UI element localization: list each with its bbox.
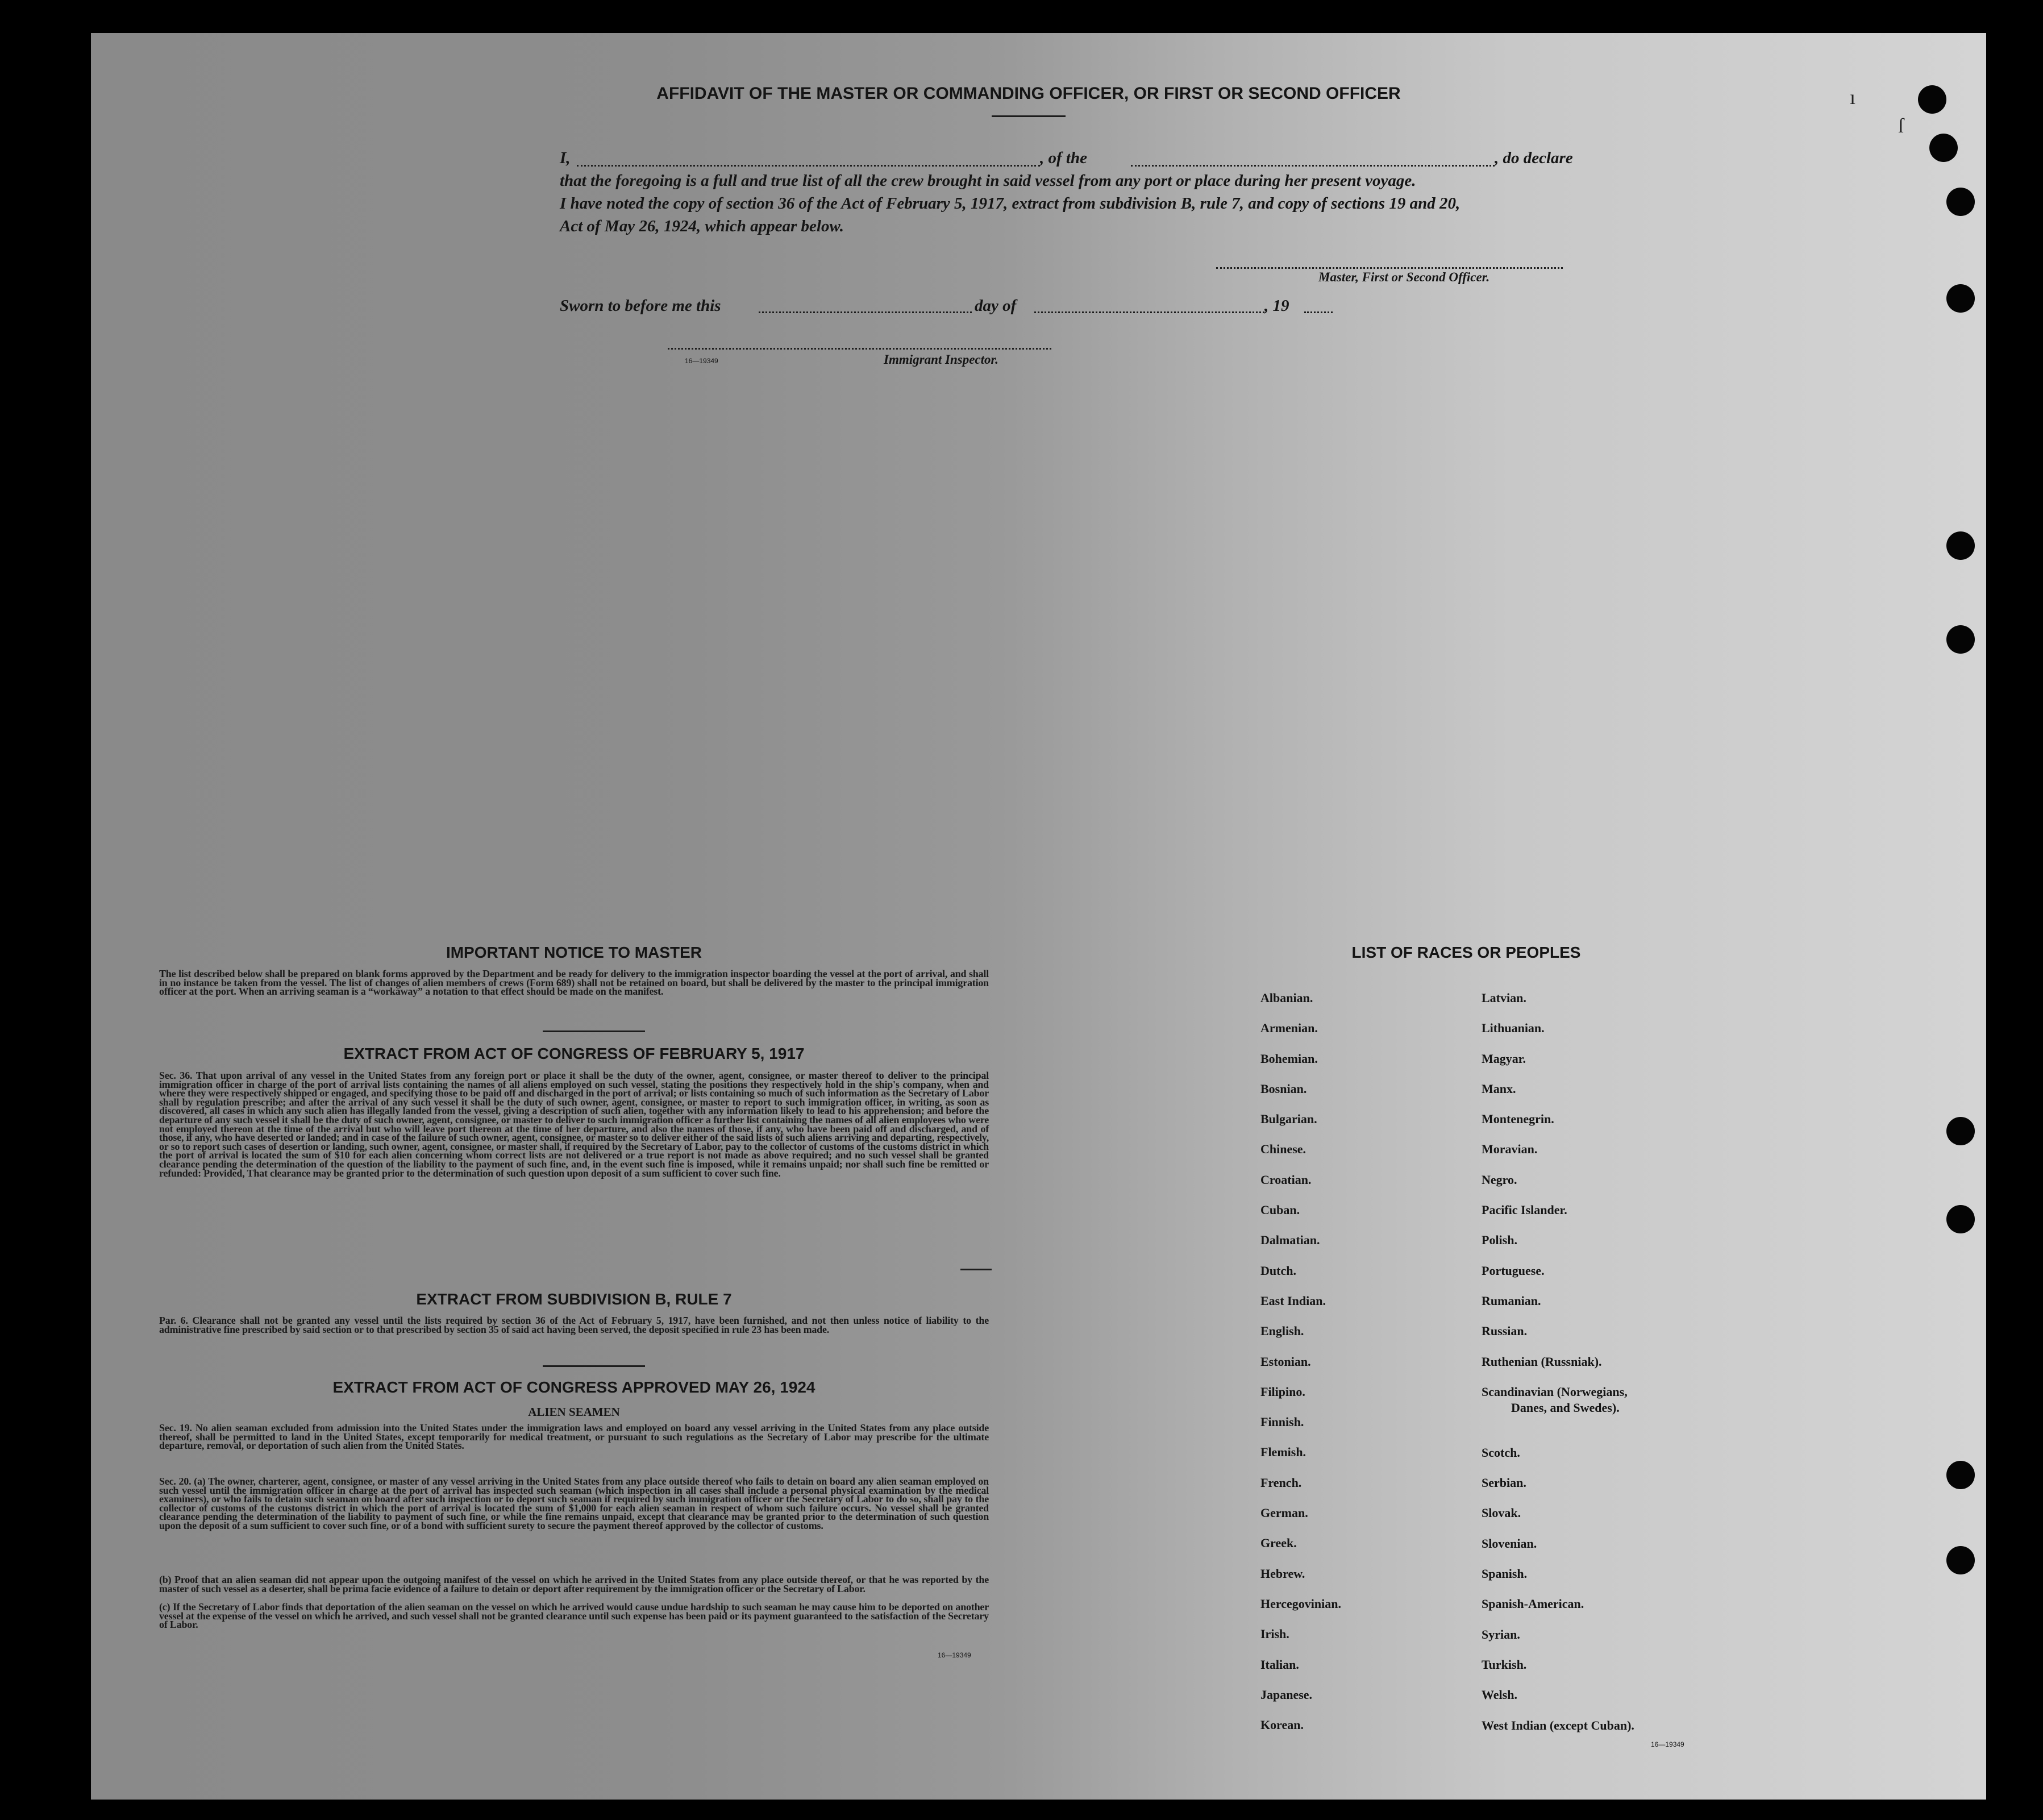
- races-left-column: [1260, 991, 1341, 1748]
- race-item: Irish.: [1260, 1627, 1289, 1642]
- scratch-mark: ſ: [1898, 114, 1904, 137]
- race-item: Montenegrin.: [1482, 1112, 1554, 1127]
- sec20b-text: (b) Proof that an alien seaman did not appear upon the outgoing manifest of the vessel on which he arrived in the United States from any place outside thereof, or that he was reported by the master of such vessel as a deserter, shall be prima facie evidence of a failure to detain or deport after requirement by the immigration officer or the Secretary of Labor.: [159, 1574, 989, 1594]
- race-item: Japanese.: [1260, 1687, 1313, 1702]
- form-number: 16—19349: [685, 357, 718, 365]
- race-item: Scandinavian (Norwegians,: [1482, 1384, 1628, 1399]
- race-item: Syrian.: [1482, 1627, 1520, 1642]
- extract-1924-title: EXTRACT FROM ACT OF CONGRESS APPROVED MAY 26, 1924: [332, 1378, 815, 1396]
- race-item: Pacific Islander.: [1482, 1203, 1567, 1218]
- declarant-label: I,: [560, 149, 571, 167]
- punch-hole: [1918, 85, 1946, 114]
- declaration-line-3: I have noted the copy of section 36 of the Act of February 5, 1917, extract from subdivision B, rule 7, and copy of sections 19 and 20,: [560, 194, 1461, 213]
- race-item: East Indian.: [1260, 1293, 1326, 1308]
- notice-text: The list described below shall be prepared on blank forms approved by the Department and be ready for delivery to the immigration inspector boarding the vessel at the port of arrival, and shall in no instance be taken from the vessel. The list of changes of alien members of crews (Form 689) shall not be retained on board, but shall be delivered by the master to the principal immigration officer at the port. When an arriving seaman is a “workaway” a notation to that effect should be made on the manifest.: [159, 968, 989, 998]
- race-item: Welsh.: [1482, 1688, 1517, 1702]
- declaration-line-2: that the foregoing is a full and true list of all the crew brought in said vessel from any port or place during her present voyage.: [560, 172, 1416, 190]
- declarant-name-blank[interactable]: [577, 165, 1040, 167]
- race-item: Scotch.: [1482, 1445, 1520, 1460]
- punch-hole: [1946, 1461, 1975, 1489]
- race-item: Chinese.: [1260, 1142, 1306, 1157]
- sec20c-text: (c) If the Secretary of Labor finds that deportation of the alien seaman on the vessel on which he arrived would cause undue hardship to such seaman he may cause him to be deported on another vessel at the expense of the vessel on which he arrived, and such vessel shall not be granted clearance until such expense has been paid or its payment guaranteed to the satisfaction of the Secretary of Labor.: [159, 1601, 989, 1631]
- sworn-day-of-label: day of: [975, 297, 1017, 315]
- race-item: Bosnian.: [1260, 1081, 1307, 1096]
- vessel-label: , of the: [1040, 149, 1087, 167]
- sworn-month-blank[interactable]: [1034, 311, 1264, 313]
- declaration-line-1: [560, 149, 571, 168]
- declare-wrap: [1495, 149, 1573, 168]
- punch-hole: [1946, 531, 1975, 560]
- race-item: Estonian.: [1260, 1354, 1311, 1369]
- race-item: Negro.: [1482, 1172, 1517, 1187]
- document-page: [91, 33, 1986, 1800]
- race-item: English.: [1260, 1324, 1304, 1339]
- inspector-signature-blank[interactable]: [668, 348, 1051, 350]
- extract-1917-title: EXTRACT FROM ACT OF CONGRESS OF FEBRUARY 5, 1917: [343, 1045, 805, 1062]
- notice-title: IMPORTANT NOTICE TO MASTER: [446, 944, 702, 961]
- race-item: Manx.: [1482, 1081, 1516, 1096]
- race-item: Korean.: [1260, 1718, 1304, 1732]
- inspector-caption: Immigrant Inspector.: [884, 352, 998, 367]
- race-item: Italian.: [1260, 1657, 1299, 1672]
- races-form-number: 16—19349: [1651, 1740, 1684, 1748]
- race-item: Cuban.: [1260, 1203, 1300, 1218]
- sworn-year-label: , 19: [1264, 297, 1289, 315]
- vessel-label-wrap: [1040, 149, 1087, 168]
- race-item: Filipino.: [1260, 1384, 1305, 1399]
- race-item: West Indian (except Cuban).: [1482, 1718, 1634, 1732]
- race-item: Bohemian.: [1260, 1051, 1318, 1066]
- vessel-name-blank[interactable]: [1131, 165, 1495, 167]
- race-item: Dutch.: [1260, 1263, 1296, 1278]
- race-item: French.: [1260, 1475, 1302, 1490]
- race-item: Spanish-American.: [1482, 1597, 1584, 1611]
- race-item: Hebrew.: [1260, 1566, 1305, 1581]
- race-item: Croatian.: [1260, 1172, 1312, 1187]
- declaration-line-4: Act of May 26, 1924, which appear below.: [560, 217, 844, 235]
- race-item: Lithuanian.: [1482, 1021, 1545, 1036]
- race-item: Greek.: [1260, 1536, 1297, 1551]
- races-right-column: [1482, 991, 1634, 1748]
- race-item: Armenian.: [1260, 1021, 1318, 1036]
- race-item: German.: [1260, 1506, 1308, 1520]
- race-item: Slovak.: [1482, 1506, 1521, 1520]
- title-underline: [992, 115, 1066, 117]
- sworn-day-blank[interactable]: [759, 311, 972, 313]
- race-item: Russian.: [1482, 1324, 1528, 1339]
- extract-1917-text: Sec. 36. That upon arrival of any vessel in the United States from any foreign port or place it shall be the duty of the owner, agent, consignee, or master thereof to deliver to the principal immigration officer in charge of the port of arrival lists containing the names of all aliens employed on such vessel, stating the positions they respectively hold in the ship's company, when and where they were respectively shipped or engaged, and specifying those to be paid off and discharged in the port of arrival; or lists containing so much of such information as the Secretary of Labor shall by regulation prescribe; and after the arrival of any such vessel it shall be the duty of such owner, agent, consignee, or master to report to such immigration officer, in writing, as soon as discovered, all cases in which any such alien has illegally landed from the vessel, giving a description of such alien, together with any information likely to lead to his apprehension; and before the departure of any such vessel it shall be the duty of such owner, agent, consignee, or master to deliver to such immigration officer a further list containing the names of all alien employees who were not employed thereon at the time of the arrival but who will leave port thereon at the time of her departure, and also the names of those, if any, who have been paid off and discharged, and of those, if any, who have deserted or landed; and in case of the failure of such owner, agent, consignee, or master so to deliver either of the said lists of such aliens arriving and departing, respectively, or so to report such cases of desertion or landing, such owner, agent, consignee, or master shall, if required by the Secretary of Labor, pay to the collector of customs of the customs district in which the port of arrival is located the sum of $10 for each alien concerning whom correct lists are not delivered or a true report is not made as above required; and no such vessel shall be granted clearance pending the determination of the question of the liability to the payment of such fine, and, in the event such fine is imposed, while it remains unpaid; nor shall such fine be remitted or refunded: Provided, That clearance may be granted prior to the determination of such question upon deposit of a sum sufficient to cover such fine.: [159, 1070, 989, 1179]
- section-divider: [543, 1030, 645, 1032]
- affidavit-title: AFFIDAVIT OF THE MASTER OR COMMANDING OFFICER, OR FIRST OR SECOND OFFICER: [656, 84, 1401, 103]
- declare-label: , do declare: [1495, 149, 1573, 167]
- race-item: Serbian.: [1482, 1476, 1526, 1490]
- punch-hole: [1946, 1205, 1975, 1233]
- extract-form-number: 16—19349: [938, 1651, 971, 1659]
- race-item-continued: Danes, and Swedes).: [1511, 1400, 1620, 1415]
- race-item: Rumanian.: [1482, 1293, 1541, 1308]
- races-title: LIST OF RACES OR PEOPLES: [1351, 944, 1581, 961]
- master-signature-blank[interactable]: [1216, 267, 1563, 269]
- race-item: Turkish.: [1482, 1657, 1527, 1672]
- race-item: Flemish.: [1260, 1445, 1306, 1460]
- section-divider: [543, 1365, 645, 1367]
- scratch-mark: ı: [1850, 86, 1856, 109]
- master-signature-caption: Master, First or Second Officer.: [1318, 270, 1490, 284]
- race-item: Portuguese.: [1482, 1263, 1545, 1278]
- rule7-text: Par. 6. Clearance shall not be granted any vessel until the lists required by section 36 of the Act of February 5, 1917, have been furnished, and not then unless notice of liability to the administrative fine prescribed by said section or to that prescribed by section 35 of said act having been served, the deposit specified in rule 23 has been made.: [159, 1315, 989, 1335]
- race-item: Spanish.: [1482, 1566, 1528, 1581]
- race-item: Slovenian.: [1482, 1536, 1537, 1551]
- punch-hole: [1946, 284, 1975, 313]
- race-item: Polish.: [1482, 1233, 1517, 1248]
- alien-seamen-subtitle: ALIEN SEAMEN: [528, 1405, 620, 1419]
- race-item: Ruthenian (Russniak).: [1482, 1354, 1602, 1369]
- race-item: Bulgarian.: [1260, 1112, 1317, 1127]
- sworn-label: Sworn to before me this: [560, 297, 721, 315]
- sworn-year-blank[interactable]: [1304, 311, 1333, 313]
- punch-hole: [1946, 1117, 1975, 1145]
- punch-hole: [1946, 188, 1975, 216]
- race-item: Magyar.: [1482, 1051, 1526, 1066]
- sec20a-text: Sec. 20. (a) The owner, charterer, agent, consignee, or master of any vessel arriving in the United States from any place outside thereof who fails to detain on board any alien seaman employed on such vessel until the immigration officer in charge at the port of arrival has inspected such seaman (which inspection in all cases shall include a personal physical examination by the medical examiners), or who fails to detain such seaman on board after such inspection or to deport such seaman if required by such immigration officer or the Secretary of Labor to do so, shall pay to the collector of customs of the customs district in which the port of arrival is located the sum of $1,000 for each alien seaman in respect of whom such failure occurs. No vessel shall be granted clearance pending the determination of the liability to payment of such fine, or while the fine remains unpaid, except that clearance may be granted prior to the determination of such question upon the deposit of a sum sufficient to cover such fine, or of a bond with sufficient surety to secure the payment thereof approved by the collector of customs.: [159, 1476, 989, 1531]
- race-item: Dalmatian.: [1260, 1233, 1320, 1248]
- punch-hole: [1929, 134, 1958, 162]
- section-divider: [960, 1269, 992, 1270]
- rule7-title: EXTRACT FROM SUBDIVISION B, RULE 7: [416, 1290, 732, 1308]
- punch-hole: [1946, 625, 1975, 654]
- race-item: Finnish.: [1260, 1415, 1304, 1430]
- race-item: Albanian.: [1260, 991, 1313, 1005]
- race-item: Latvian.: [1482, 991, 1526, 1005]
- punch-hole: [1946, 1546, 1975, 1574]
- sec19-text: Sec. 19. No alien seaman excluded from admission into the United States under the immigration laws and employed on board any vessel arriving in the United States from any place outside thereof, shall be permitted to land in the United States, except temporarily for medical treatment, or pursuant to such regulations as the Secretary of Labor may prescribe for the ultimate departure, removal, or deportation of such alien from the United States.: [159, 1422, 989, 1452]
- race-item: Hercegovinian.: [1260, 1596, 1341, 1611]
- race-item: Moravian.: [1482, 1142, 1538, 1157]
